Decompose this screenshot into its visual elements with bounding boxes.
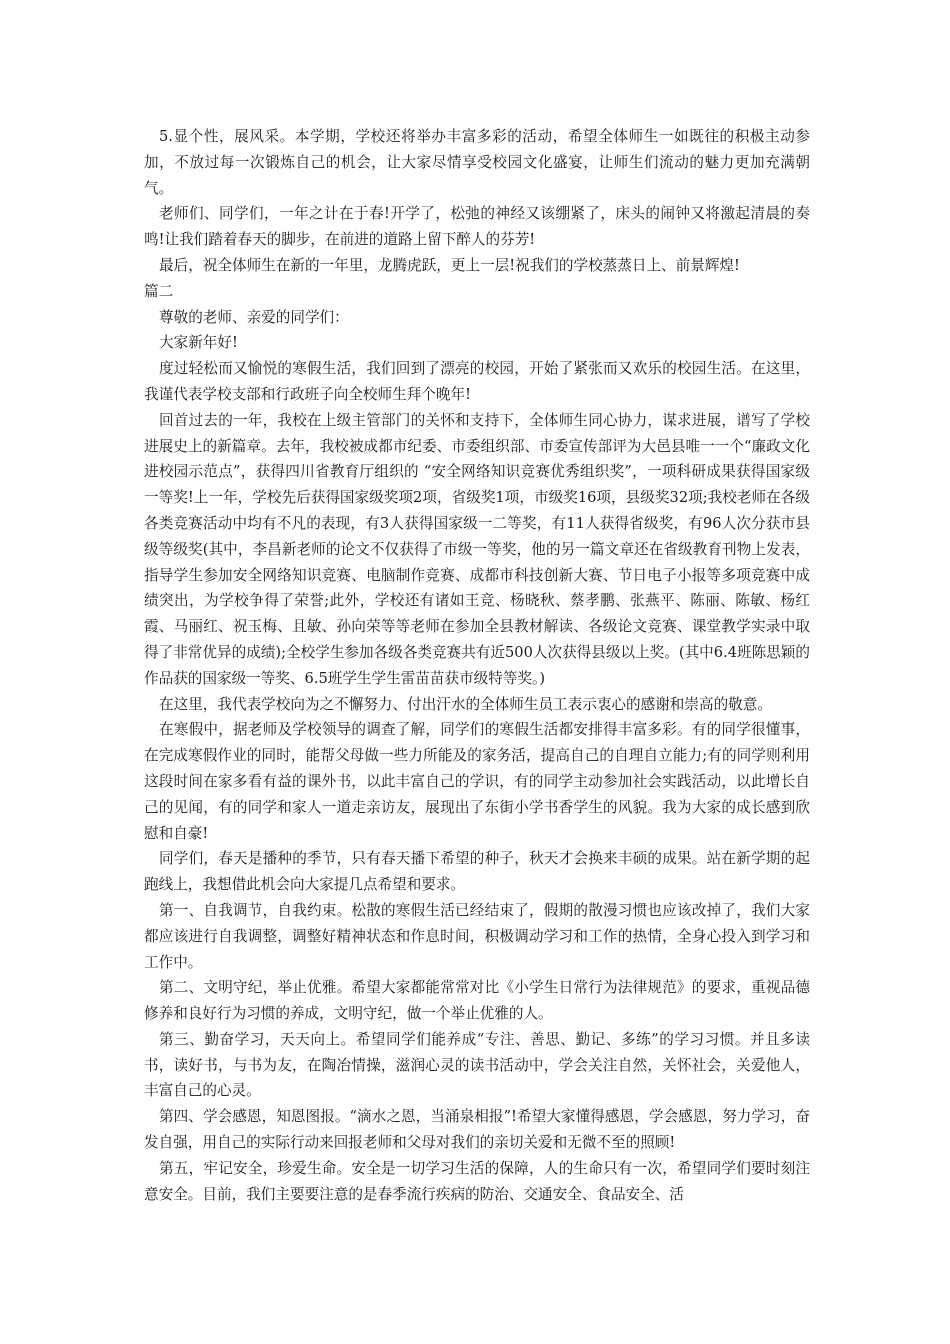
new-year-greeting: 大家新年好! xyxy=(159,334,238,352)
paragraph-winter-break: 在寒假中，据老师及学校领导的调查了解，同学们的寒假生活都安排得丰富多彩。有的同学很懂事，在完成寒假作业的同时，能帮父母做一些力所能及的家务活，提高自己的自理自立能力;有的同学则利用这段时间在家多看有益的课外书，以此丰富自己的学识，有的同学主动参加社会实践活动，以此增长自己的见闻，有的同学和家人一道走亲访友，展现出了东街小学书香学生的风貌。我为大家的成长感到欣慰和自豪! xyxy=(144,721,810,842)
document-body xyxy=(144,124,810,1207)
paragraph-point-four: 第四、学会感恩，知恩图报。“滴水之恩，当涌泉相报”!希望大家懂得感恩，学会感恩，努力学习，奋发自强，用自己的实际行动来回报老师和父母对我们的亲切关爱和无微不至的照顾! xyxy=(144,1108,810,1152)
paragraph-point-two: 第二、文明守纪，举止优雅。希望大家都能常常对比《小学生日常行为法律规范》的要求，重视品德修养和良好行为习惯的养成，文明守纪，做一个举止优雅的人。 xyxy=(144,979,810,1023)
paragraph-spring-plan: 老师们、同学们，一年之计在于春!开学了，松弛的神经又该绷紧了，床头的闹钟又将激起清晨的奏鸣!让我们踏着春天的脚步，在前进的道路上留下醉人的芬芳! xyxy=(144,205,810,249)
paragraph-spring-hopes: 同学们，春天是播种的季节，只有春天播下希望的种子，秋天才会换来丰硕的成果。站在新学期的起跑线上，我想借此机会向大家提几点希望和要求。 xyxy=(144,850,810,894)
paragraph-thanks: 在这里，我代表学校向为之不懈努力、付出汗水的全体师生员工表示衷心的感谢和崇高的敬意。 xyxy=(159,695,772,713)
section-heading-part-two: 篇二 xyxy=(144,282,174,300)
salutation: 尊敬的老师、亲爱的同学们： xyxy=(159,308,349,326)
paragraph-closing-wishes: 最后，祝全体师生在新的一年里，龙腾虎跃，更上一层!祝我们的学校蒸蒸日上、前景辉煌! xyxy=(159,256,740,274)
paragraph-display-personality: 5.显个性，展风采。本学期，学校还将举办丰富多彩的活动，希望全体师生一如既往的积极主动参加，不放过每一次锻炼自己的机会，让大家尽情享受校园文化盛宴，让师生们流动的魅力更加充满朝气。 xyxy=(144,128,810,197)
paragraph-point-five: 第五，牢记安全，珍爱生命。安全是一切学习生活的保障，人的生命只有一次，希望同学们要时刻注意安全。目前，我们主要要注意的是春季流行疾病的防治、交通安全、食品安全、活 xyxy=(144,1159,810,1203)
paragraph-point-three: 第三、勤奋学习，天天向上。希望同学们能养成“专注、善思、勤记、多练”的学习习惯。并且多读书，读好书，与书为友，在陶冶情操，滋润心灵的读书活动中，学会关注自然，关怀社会，关爱他人，丰富自己的心灵。 xyxy=(144,1030,810,1100)
paragraph-point-one: 第一、自我调节，自我约束。松散的寒假生活已经结束了，假期的散漫习惯也应该改掉了，我们大家都应该进行自我调整，调整好精神状态和作息时间，积极调动学习和工作的热情，全身心投入到学习和工作中。 xyxy=(144,901,810,971)
paragraph-return-to-campus: 度过轻松而又愉悦的寒假生活，我们回到了漂亮的校园，开始了紧张而又欢乐的校园生活。在这里，我谨代表学校支部和行政班子向全校师生拜个晚年! xyxy=(144,360,810,403)
paragraph-review-past-year: 回首过去的一年，我校在上级主管部门的关怀和支持下，全体师生同心协力，谋求进展，谱写了学校进展史上的新篇章。去年，我校被成都市纪委、市委组织部、市委宣传部评为大邑县唯一一个“廉政文化进校园示范点”，获得四川省教育厅组织的 “安全网络知识竞赛优秀组织奖”，一项科研成果获得国家级一等奖!上一年，学校先后获得国家级奖项2项，省级奖1项，市级奖16项，县级奖32项;我校老师在各级各类竞赛活动中均有不凡的表现，有3人获得国家级一二等奖，有11人获得省级奖，有96人次分获市县级等级奖(其中，李昌新老师的论文不仅获得了市级一等奖，他的另一篇文章还在省级教育刊物上发表，指导学生参加安全网络知识竞赛、电脑制作竞赛、成都市科技创新大赛、节日电子小报等多项竞赛中成绩突出，为学校争得了荣誉;此外，学校还有诸如王竞、杨晓秋、蔡孝鹏、张燕平、陈丽、陈敏、杨红霞、马丽红、祝玉梅、且敏、孙向荣等等老师在参加全县教材解读、各级论文竞赛、课堂教学实录中取得了非常优异的成绩);全校学生参加各级各类竞赛共有近500人次获得县级以上奖。(其中6.4班陈思颖的作品获的国家级一等奖、6.5班学生学生雷苗苗获市级特等奖。) xyxy=(144,411,810,687)
